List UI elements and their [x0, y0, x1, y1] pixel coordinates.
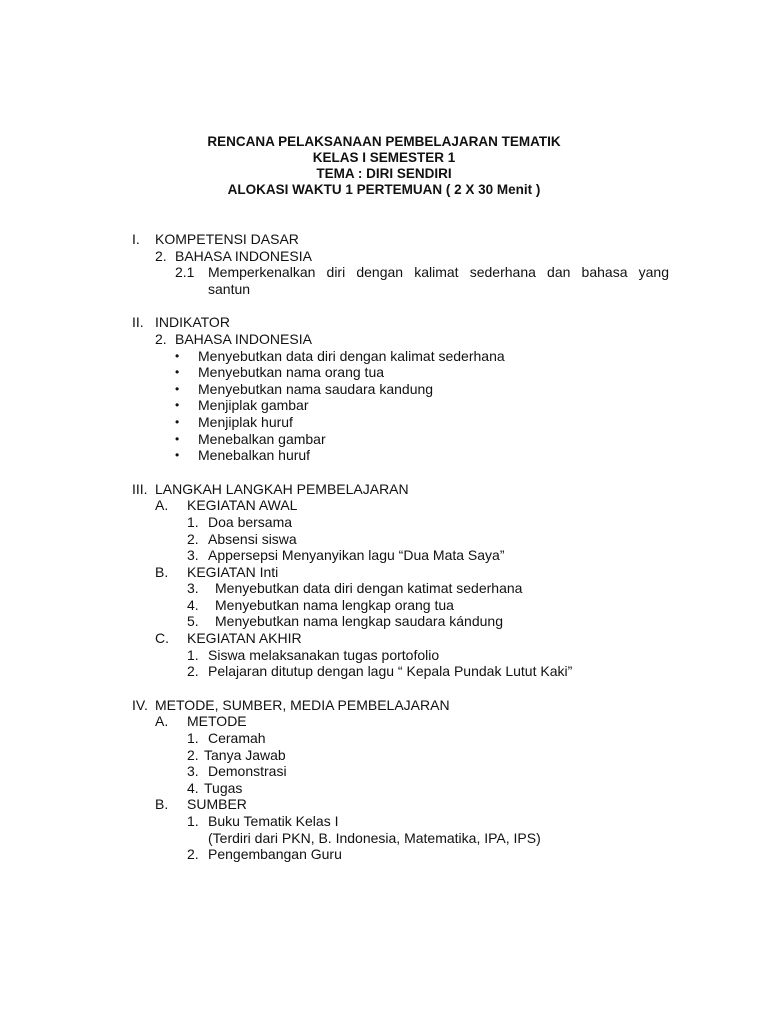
item-text: Pelajaran ditutup dengan lagu “ Kepala Pundak Lutut Kaki”	[208, 663, 573, 680]
subsection-heading	[132, 497, 672, 514]
item-text: Absensi siswa	[208, 530, 297, 547]
list-item	[132, 747, 672, 764]
list-item	[132, 431, 672, 448]
subsection-heading	[132, 564, 672, 581]
bullet-icon: •	[175, 398, 180, 413]
list-item	[132, 813, 672, 830]
section-number: IV.	[132, 696, 148, 713]
subsection-title: KEGIATAN AKHIR	[187, 630, 302, 647]
bullet-icon: •	[175, 448, 180, 463]
item-text: Menebalkan gambar	[198, 430, 326, 447]
section-number: I.	[132, 231, 140, 247]
subsection-title: KEGIATAN Inti	[187, 563, 279, 580]
item-text: Pengembangan Guru	[208, 846, 342, 863]
subsection-heading	[132, 331, 672, 348]
subsection-number: 2.	[155, 330, 167, 347]
list-item	[132, 514, 672, 531]
section-number: III.	[132, 480, 148, 497]
item-number: 3.	[187, 580, 199, 597]
section-title: INDIKATOR	[155, 314, 230, 331]
item-text: (Terdiri dari PKN, B. Indonesia, Matematika, IPA, IPS)	[208, 829, 541, 846]
item-text: Tanya Jawab	[204, 746, 286, 763]
title-line: RENCANA PELAKSANAAN PEMBELAJARAN TEMATIK	[207, 134, 561, 149]
item-number: 3.	[187, 763, 199, 780]
list-item-continuation	[132, 281, 672, 298]
subsection-heading	[132, 713, 672, 730]
list-item	[132, 846, 672, 863]
section-heading	[132, 231, 672, 248]
item-text: Menebalkan huruf	[198, 447, 311, 464]
subsection-title: KEGIATAN AWAL	[187, 497, 298, 514]
list-item	[132, 580, 672, 597]
subsection-letter: B.	[155, 563, 169, 580]
bullet-icon: •	[175, 365, 180, 380]
item-text: santun	[208, 280, 251, 297]
item-text: Siswa melaksanakan tugas portofolio	[208, 646, 440, 663]
item-text: Menjiplak huruf	[198, 413, 293, 430]
item-number: 2.	[187, 663, 199, 680]
section-heading	[132, 481, 672, 498]
list-item	[132, 763, 672, 780]
title-line: TEMA : DIRI SENDIRI	[316, 166, 452, 181]
list-item	[132, 613, 672, 630]
item-text: Appersepsi Menyanyikan lagu “Dua Mata Saya”	[208, 547, 505, 564]
item-text: Ceramah	[208, 730, 266, 747]
list-item	[132, 397, 672, 414]
list-item	[132, 663, 672, 680]
subsection-heading	[132, 248, 672, 265]
item-text: Menjiplak gambar	[198, 397, 309, 414]
subsection-title: BAHASA INDONESIA	[175, 330, 312, 347]
item-number: 4.	[187, 596, 199, 613]
item-number: 1.	[187, 513, 199, 530]
subsection-heading	[132, 796, 672, 813]
item-number: 1.	[187, 730, 199, 747]
item-number: 4.	[187, 779, 199, 796]
item-number: 1.	[187, 813, 199, 829]
subsection-title: SUMBER	[187, 796, 247, 813]
document-body	[132, 231, 672, 863]
item-text: Menyebutkan data diri dengan kalimat sederhana	[198, 347, 505, 364]
item-text: Buku Tematik Kelas I	[208, 813, 339, 829]
subsection-letter: A.	[155, 497, 169, 514]
list-item	[132, 780, 672, 797]
subsection-title: METODE	[187, 713, 247, 730]
section-title: KOMPETENSI DASAR	[155, 231, 299, 247]
item-number: 3.	[187, 547, 199, 564]
subsection-letter: A.	[155, 713, 169, 730]
item-number: 2.	[187, 846, 199, 863]
section-heading	[132, 314, 672, 331]
section-title: METODE, SUMBER, MEDIA PEMBELAJARAN	[155, 696, 450, 713]
item-number: 2.	[187, 746, 199, 763]
document-title	[0, 134, 768, 198]
item-text: Menyebutkan nama saudara kandung	[198, 380, 434, 397]
title-line: ALOKASI WAKTU 1 PERTEMUAN ( 2 X 30 Menit )	[227, 182, 541, 197]
section-title: LANGKAH LANGKAH PEMBELAJARAN	[155, 480, 409, 497]
item-text: Menyebutkan nama orang tua	[198, 364, 385, 381]
list-item	[132, 348, 672, 365]
title-line: KELAS I SEMESTER 1	[312, 150, 456, 165]
subsection-letter: C.	[155, 630, 169, 647]
list-item	[132, 414, 672, 431]
list-item	[132, 647, 672, 664]
item-text: Tugas	[204, 779, 243, 796]
subsection-number: 2.	[155, 247, 167, 264]
item-number: 1.	[187, 646, 199, 663]
subsection-letter: B.	[155, 796, 169, 813]
subsection-title: BAHASA INDONESIA	[175, 247, 312, 264]
item-text: Menyebutkan nama lengkap orang tua	[215, 596, 454, 613]
section-number: II.	[132, 314, 144, 331]
bullet-icon: •	[175, 431, 180, 446]
list-item	[132, 447, 672, 464]
list-item	[132, 381, 672, 398]
list-item	[132, 547, 672, 564]
item-text: Memperkenalkan diri dengan kalimat sederhana dan bahasa yang	[208, 264, 669, 281]
bullet-icon: •	[175, 381, 180, 396]
list-item	[132, 531, 672, 548]
subsection-heading	[132, 630, 672, 647]
bullet-icon: •	[175, 348, 180, 363]
list-item	[132, 264, 672, 281]
item-number: 2.1	[175, 264, 195, 281]
list-item	[132, 730, 672, 747]
item-text: Doa bersama	[208, 513, 293, 530]
item-text: Menyebutkan nama lengkap saudara kándung	[215, 613, 503, 630]
list-item	[132, 597, 672, 614]
list-item-continuation	[132, 830, 672, 847]
bullet-icon: •	[175, 414, 180, 429]
item-number: 5.	[187, 613, 199, 630]
item-text: Menyebutkan data diri dengan katimat sederhana	[215, 580, 523, 597]
section-heading	[132, 697, 672, 714]
item-text: Demonstrasi	[208, 763, 287, 780]
item-number: 2.	[187, 530, 199, 547]
list-item	[132, 364, 672, 381]
